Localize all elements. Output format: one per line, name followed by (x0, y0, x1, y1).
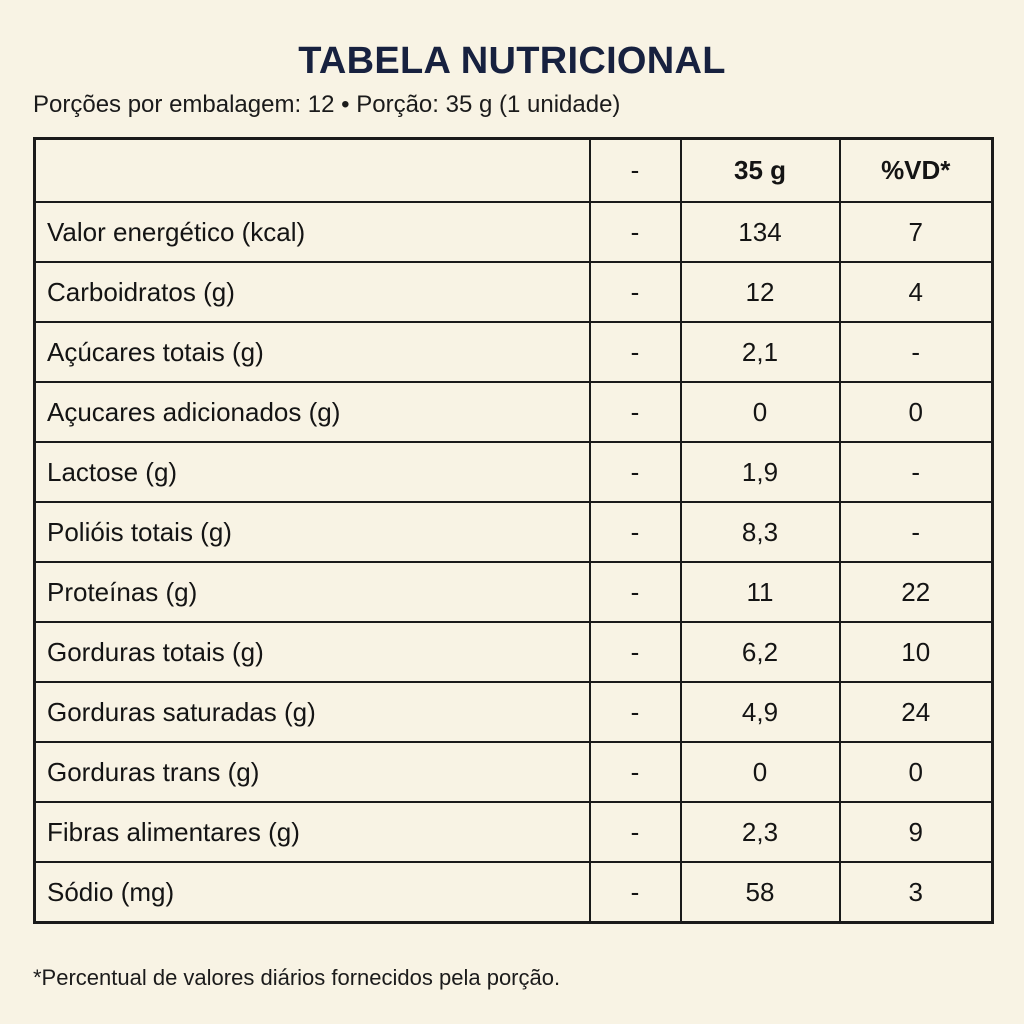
vd-cell: 0 (840, 382, 993, 442)
table-row (35, 802, 993, 862)
table-row (35, 502, 993, 562)
amount-cell: 11 (681, 562, 840, 622)
table-row (35, 862, 993, 923)
nutrient-name: Lactose (g) (35, 442, 590, 502)
table-row (35, 382, 993, 442)
nutrient-name: Polióis totais (g) (35, 502, 590, 562)
nutrient-name: Proteínas (g) (35, 562, 590, 622)
nutrient-name: Gorduras totais (g) (35, 622, 590, 682)
dash-cell: - (590, 442, 681, 502)
dash-cell: - (590, 202, 681, 262)
table-row (35, 742, 993, 802)
nutrient-name: Carboidratos (g) (35, 262, 590, 322)
amount-cell: 2,3 (681, 802, 840, 862)
vd-cell: 9 (840, 802, 993, 862)
vd-cell: 4 (840, 262, 993, 322)
vd-cell: 0 (840, 742, 993, 802)
nutrient-name: Valor energético (kcal) (35, 202, 590, 262)
dash-cell: - (590, 262, 681, 322)
dash-cell: - (590, 622, 681, 682)
table-row (35, 682, 993, 742)
vd-cell: 22 (840, 562, 993, 622)
nutrient-name: Gorduras trans (g) (35, 742, 590, 802)
table-row (35, 442, 993, 502)
serving-info: Porções por embalagem: 12 • Porção: 35 g (1 unidade) (33, 91, 621, 118)
header-portion: 35 g (681, 139, 840, 203)
nutrient-name: Gorduras saturadas (g) (35, 682, 590, 742)
dash-cell: - (590, 802, 681, 862)
dash-cell: - (590, 862, 681, 923)
dash-cell: - (590, 502, 681, 562)
vd-cell: 10 (840, 622, 993, 682)
amount-cell: 2,1 (681, 322, 840, 382)
header-vd: %VD* (840, 139, 993, 203)
amount-cell: 134 (681, 202, 840, 262)
nutrient-name: Sódio (mg) (35, 862, 590, 923)
table-row (35, 622, 993, 682)
footnote: *Percentual de valores diários fornecidos pela porção. (33, 965, 561, 990)
table-header-row (35, 139, 993, 203)
vd-cell: - (840, 442, 993, 502)
amount-cell: 8,3 (681, 502, 840, 562)
amount-cell: 1,9 (681, 442, 840, 502)
vd-cell: - (840, 322, 993, 382)
vd-cell: 7 (840, 202, 993, 262)
page-title: TABELA NUTRICIONAL (298, 40, 726, 82)
dash-cell: - (590, 682, 681, 742)
nutrient-name: Açúcares totais (g) (35, 322, 590, 382)
amount-cell: 6,2 (681, 622, 840, 682)
table-row (35, 202, 993, 262)
nutrient-name: Fibras alimentares (g) (35, 802, 590, 862)
dash-cell: - (590, 382, 681, 442)
amount-cell: 0 (681, 382, 840, 442)
dash-cell: - (590, 742, 681, 802)
header-nutrient (35, 139, 590, 203)
dash-cell: - (590, 562, 681, 622)
table-row (35, 322, 993, 382)
nutrient-name: Açucares adicionados (g) (35, 382, 590, 442)
vd-cell: 3 (840, 862, 993, 923)
dash-cell: - (590, 322, 681, 382)
header-dash: - (590, 139, 681, 203)
amount-cell: 12 (681, 262, 840, 322)
table-row (35, 262, 993, 322)
table-row (35, 562, 993, 622)
amount-cell: 0 (681, 742, 840, 802)
vd-cell: 24 (840, 682, 993, 742)
amount-cell: 58 (681, 862, 840, 923)
amount-cell: 4,9 (681, 682, 840, 742)
vd-cell: - (840, 502, 993, 562)
nutrition-table (33, 137, 994, 924)
